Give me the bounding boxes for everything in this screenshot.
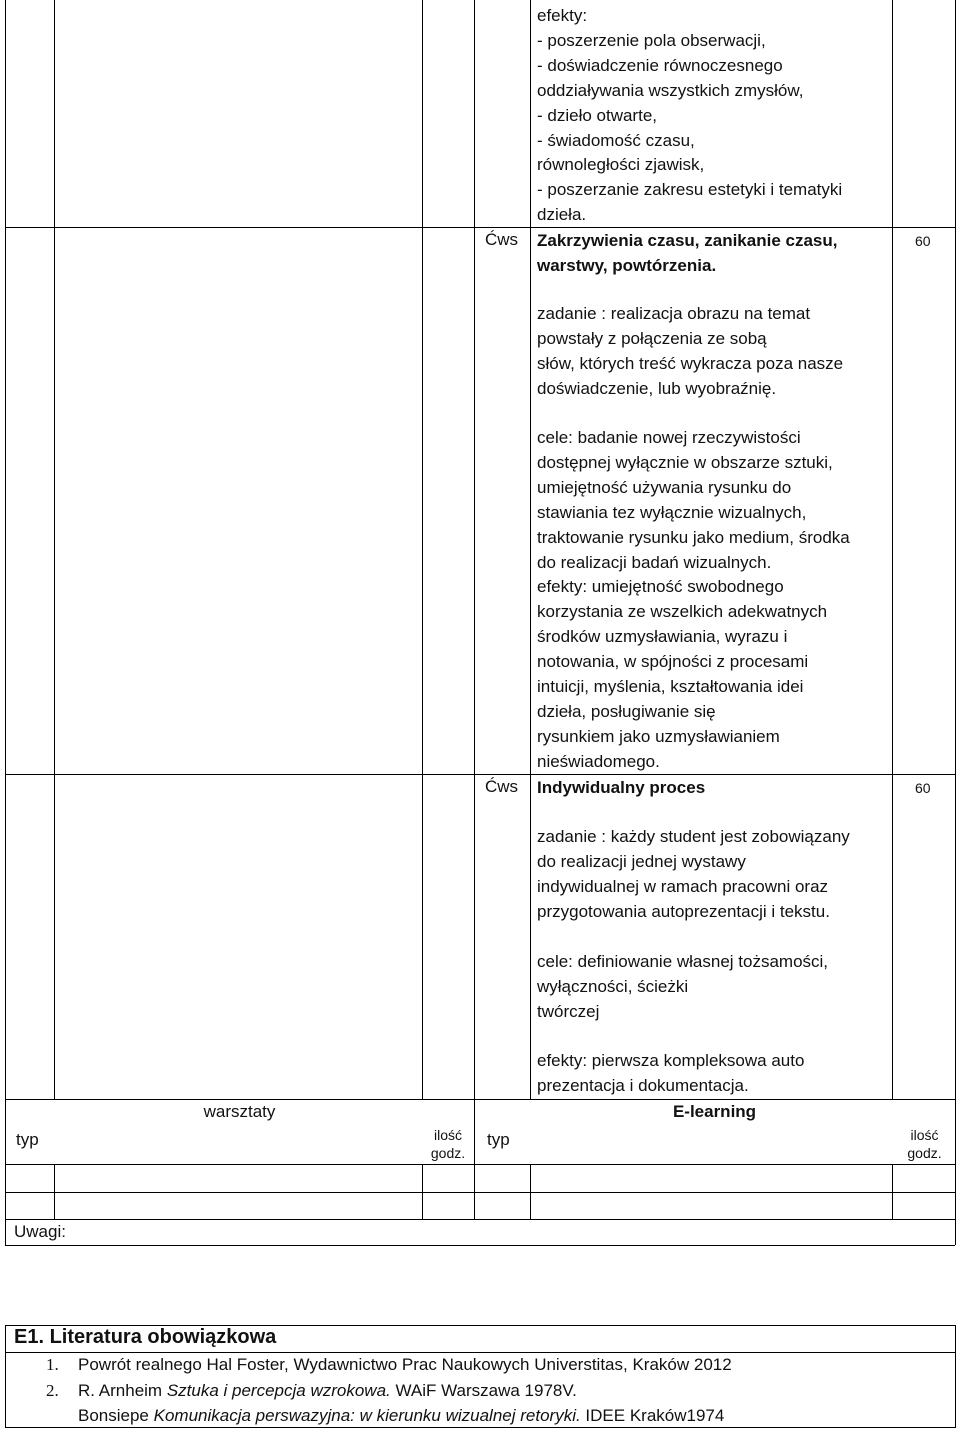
row1-effects-text <box>537 4 892 228</box>
table-border <box>955 1099 956 1245</box>
row2-zadanie <box>537 302 892 402</box>
row3-hours: 60 <box>915 780 931 796</box>
table-border <box>530 1164 531 1219</box>
text-line: efekty: <box>537 6 588 25</box>
warsztaty-header: warsztaty <box>203 1102 276 1121</box>
typ-label-warsztaty: typ <box>16 1130 39 1149</box>
text-line: cele: badanie nowej rzeczywistości <box>537 428 801 447</box>
text-line: oddziaływania wszystkich zmysłów, <box>537 80 804 100</box>
text-line: notowania, w spójności z procesami <box>537 652 809 672</box>
text-line: dzieła. <box>537 205 587 225</box>
table-border <box>5 1245 955 1246</box>
author-name: R. Arnheim <box>78 1381 167 1400</box>
row2-type: Ćws <box>485 230 519 249</box>
literature-item-text <box>78 1379 577 1404</box>
text-line: słów, których treść wykracza poza nasze <box>537 353 844 373</box>
text-line: indywidualnej w ramach pracowni oraz <box>537 876 829 896</box>
table-col-divider <box>530 0 531 1099</box>
text-line: - doświadczenie równoczesnego <box>537 55 783 75</box>
table-border <box>5 1219 955 1220</box>
text-line: efekty: pierwsza kompleksowa auto <box>537 1051 805 1070</box>
table-col-divider <box>422 0 423 1099</box>
table-col-divider <box>54 0 55 1099</box>
text-line: umiejętność używania rysunku do <box>537 477 792 497</box>
text-line: do realizacji jednej wystawy <box>537 851 746 871</box>
title-line: Zakrzywienia czasu, zanikanie czasu, <box>537 231 838 250</box>
publisher-info: WAiF Warszawa 1978V. <box>390 1381 577 1400</box>
literature-item-text <box>78 1404 724 1429</box>
table-border <box>54 1164 55 1219</box>
godz-label-warsztaty: godz. <box>430 1145 466 1161</box>
text-line: rysunkiem jako uzmysławianiem <box>537 726 780 746</box>
text-line: wyłączności, ścieżki <box>537 976 689 996</box>
row3-efekty <box>537 1049 892 1099</box>
text-line: korzystania ze wszelkich adekwatnych <box>537 602 828 622</box>
text-line: nieświadomego. <box>537 751 660 771</box>
title-line: warstwy, powtórzenia. <box>537 255 717 275</box>
text-line: zadanie : realizacja obrazu na temat <box>537 304 811 323</box>
publisher-info: IDEE Kraków1974 <box>580 1406 725 1425</box>
text-line: twórczej <box>537 1001 600 1021</box>
ilosc-label-warsztaty: ilość <box>433 1127 462 1143</box>
text-line: - dzieło otwarte, <box>537 105 657 125</box>
text-line: doświadczenie, lub wyobraźnię. <box>537 378 777 398</box>
text-line: do realizacji badań wizualnych. <box>537 552 772 572</box>
text-line: - poszerzanie zakresu estetyki i tematyki <box>537 180 843 200</box>
text-line: traktowanie rysunku jako medium, środka <box>537 527 850 547</box>
table-border <box>5 1164 955 1165</box>
text-line: intuicji, myślenia, kształtowania idei <box>537 677 804 697</box>
row2-hours: 60 <box>915 233 931 249</box>
text-line: stawiania tez wyłącznie wizualnych, <box>537 502 807 522</box>
uwagi-label: Uwagi: <box>14 1222 66 1241</box>
literature-item-number: 2. <box>46 1381 59 1400</box>
text-line: dzieła, posługiwanie się <box>537 701 716 721</box>
table-border-left <box>5 0 6 1099</box>
text-line: środków uzmysławiania, wyrazu i <box>537 627 788 647</box>
text-line: równoległości zjawisk, <box>537 155 705 175</box>
row3-cele <box>537 950 892 1025</box>
table-col-divider <box>474 0 475 1099</box>
row3-type: Ćws <box>485 777 519 796</box>
text-line: prezentacja i dokumentacja. <box>537 1075 749 1095</box>
literature-item-number: 1. <box>46 1355 59 1374</box>
text-line: - poszerzenie pola obserwacji, <box>537 30 766 50</box>
text-line: dostępnej wyłącznie w obszarze sztuki, <box>537 452 833 472</box>
text-line: - świadomość czasu, <box>537 130 695 150</box>
row2-cele <box>537 426 892 775</box>
text-line: efekty: umiejętność swobodnego <box>537 577 784 597</box>
literature-heading: E1. Literatura obowiązkowa <box>14 1326 277 1348</box>
book-title: Sztuka i percepcja wzrokowa. <box>166 1381 391 1400</box>
text-line: przygotowania autoprezentacji i tekstu. <box>537 901 830 921</box>
row3-title: Indywidualny proces <box>537 778 706 797</box>
elearning-header: E-learning <box>672 1102 757 1121</box>
table-col-divider <box>892 0 893 1099</box>
table-border <box>5 1192 955 1193</box>
godz-label-elearning: godz. <box>907 1145 942 1161</box>
row2-title <box>537 229 892 279</box>
literature-item-text: Powrót realnego Hal Foster, Wydawnictwo Prac Naukowych Universtitas, Kraków 2012 <box>78 1355 732 1374</box>
table-border-right <box>955 0 956 1099</box>
ilosc-label-elearning: ilość <box>910 1127 939 1143</box>
text-line: powstały z połączenia ze sobą <box>537 328 767 348</box>
text-line: cele: definiowanie własnej tożsamości, <box>537 952 829 971</box>
book-title: Komunikacja perswazyjna: w kierunku wizualnej retoryki. <box>153 1406 581 1425</box>
typ-label-elearning: typ <box>487 1130 510 1149</box>
table-border <box>892 1164 893 1219</box>
author-name: Bonsiepe <box>78 1406 154 1425</box>
text-line: zadanie : każdy student jest zobowiązany <box>537 827 850 846</box>
table-border <box>422 1164 423 1219</box>
row3-zadanie <box>537 825 892 925</box>
